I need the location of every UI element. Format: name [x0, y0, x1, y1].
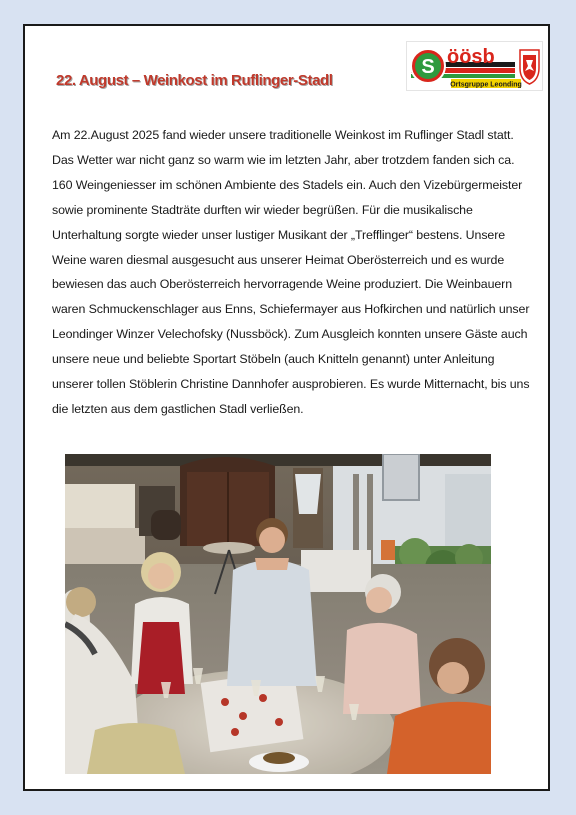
document-page: [23, 24, 550, 791]
oesb-logo-graphic: [407, 42, 542, 90]
event-photo: [65, 454, 491, 774]
logo-letter: S: [421, 56, 435, 78]
logo-subtitle: Ortsgruppe Leonding: [450, 81, 522, 89]
oesb-logo: [406, 41, 543, 91]
article-body: Am 22.August 2025 fand wieder unsere traditionelle Weinkost im Ruflinger Stadl statt. Das Wetter war nicht ganz so warm wie im letzten Jahr, aber trotzdem fanden sich ca. 160 Weingeniesser im schönen Ambiente des Stadels ein. Auch den Vizebürgermeister sowie prominente Stadträte durften wir wieder begrüßen. Für die musikalische Unterhaltung sorgte wieder unser lustiger Musikant der „Trefflinger“ bestens. Unsere Weine waren diesmal ausgesucht aus unserer Heimat Oberösterreich und es wurde bewiesen das auch Oberösterreich hervorragende Weine produziert. Die Weinbauern waren Schmuckenschlager aus Enns, Schiefermayer aus Hofkirchen und natürlich unser Leondinger Winzer Velechofsky (Nussböck). Zum Ausgleich konnten unsere Gäste auch unsere neue und beliebte Sportart Stöbeln (auch Knitteln genannt) unter Anleitung unserer tollen Stöblerin Christine Dannhofer ausprobieren. Es wurde Mitternacht, bis uns die letzten aus dem gastlichen Stadl verließen.: [52, 128, 530, 416]
page-title: 22. August – Weinkost im Ruflinger-Stadl: [56, 72, 333, 89]
logo-name: öösb: [447, 46, 495, 68]
group-photo-wine-tasting: [65, 454, 491, 774]
coat-of-arms-icon: [520, 50, 539, 84]
